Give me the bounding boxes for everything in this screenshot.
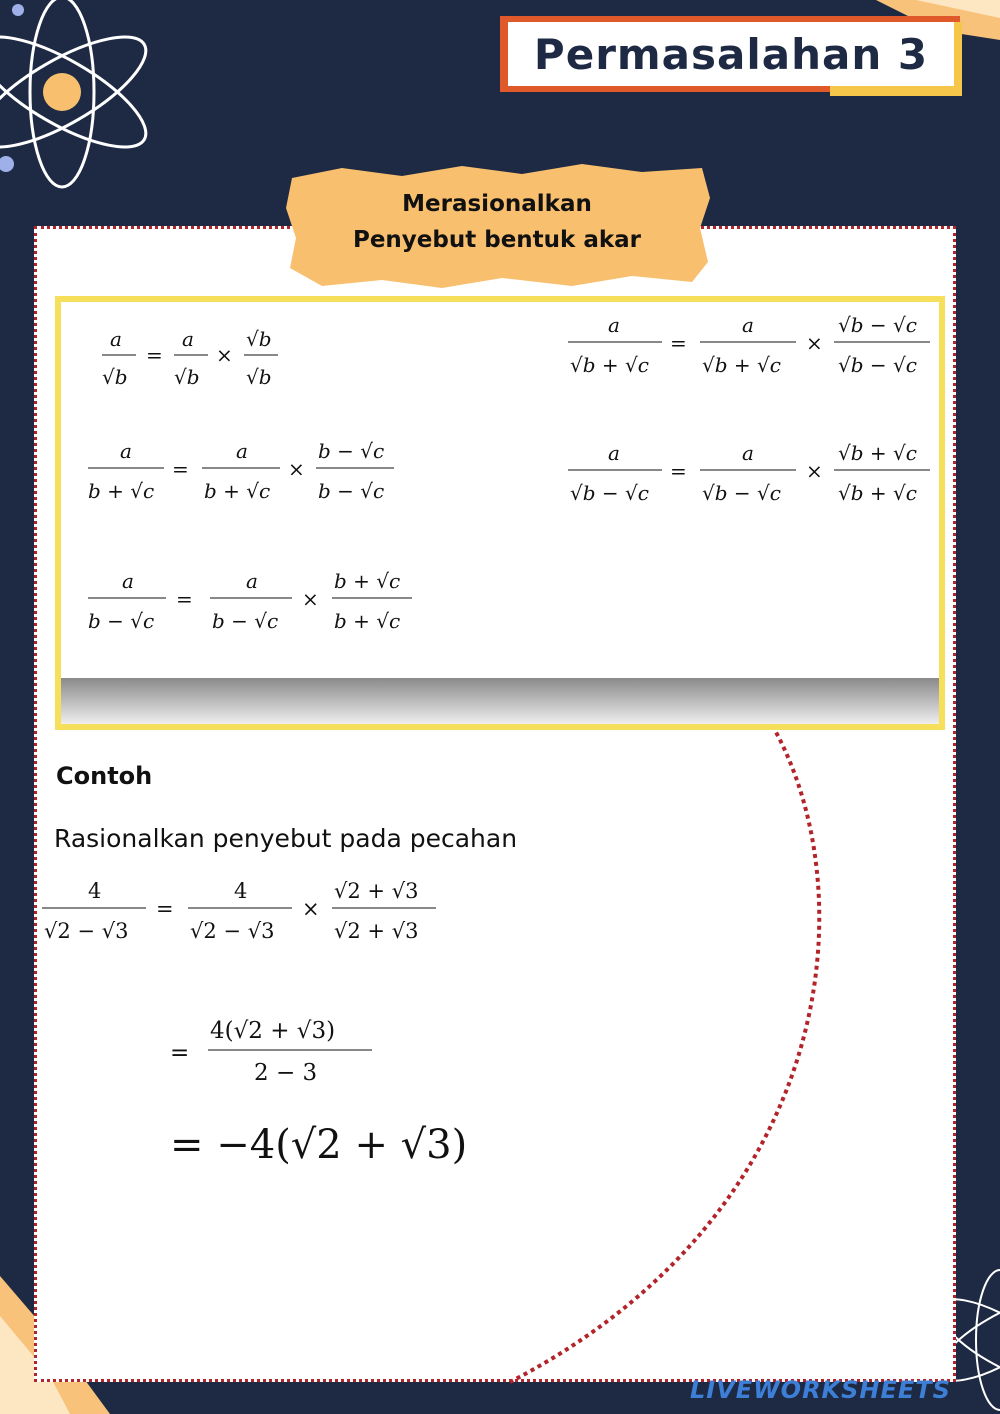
- svg-text:a: a: [742, 441, 754, 465]
- dotted-curve: [490, 676, 850, 1386]
- svg-text:=: =: [156, 897, 174, 921]
- svg-text:×: ×: [302, 587, 319, 611]
- svg-text:4: 4: [88, 879, 102, 903]
- svg-text:b + √c: b + √c: [88, 479, 155, 503]
- svg-text:√b: √b: [246, 327, 272, 351]
- svg-text:a: a: [120, 439, 132, 463]
- svg-text:×: ×: [216, 343, 233, 367]
- svg-text:=: =: [670, 331, 687, 355]
- topic-line-1: Merasionalkan: [402, 191, 592, 217]
- svg-text:=: =: [146, 343, 163, 367]
- svg-text:√b: √b: [246, 365, 272, 389]
- topic-label: [282, 186, 712, 258]
- svg-text:a: a: [110, 327, 122, 351]
- example-heading: Contoh: [56, 762, 153, 790]
- svg-text:b + √c: b + √c: [334, 569, 401, 593]
- svg-text:a: a: [742, 313, 754, 337]
- formula-2: [566, 310, 938, 384]
- svg-text:√b − √c: √b − √c: [570, 481, 649, 505]
- svg-text:a: a: [608, 313, 620, 337]
- svg-text:×: ×: [806, 459, 823, 483]
- svg-text:a: a: [182, 327, 194, 351]
- atom-icon: [0, 0, 170, 200]
- svg-text:a: a: [246, 569, 258, 593]
- svg-text:2 − 3: 2 − 3: [254, 1060, 318, 1086]
- svg-text:b + √c: b + √c: [334, 609, 401, 633]
- formula-3: [86, 436, 398, 510]
- svg-text:×: ×: [806, 331, 823, 355]
- svg-text:=: =: [670, 459, 687, 483]
- svg-text:√b − √c: √b − √c: [838, 353, 917, 377]
- svg-text:=: =: [170, 1040, 190, 1066]
- svg-text:√b − √c: √b − √c: [838, 313, 917, 337]
- svg-text:√b: √b: [102, 365, 128, 389]
- svg-text:√b + √c: √b + √c: [702, 353, 781, 377]
- page-title: Permasalahan 3: [533, 29, 929, 79]
- example-step-1: [40, 872, 440, 950]
- svg-text:b − √c: b − √c: [212, 609, 279, 633]
- svg-text:b − √c: b − √c: [318, 439, 385, 463]
- svg-text:√2 + √3: √2 + √3: [334, 919, 419, 943]
- svg-text:4(√2 + √3): 4(√2 + √3): [210, 1018, 336, 1044]
- title-banner: [500, 16, 960, 92]
- svg-text:=: =: [176, 587, 193, 611]
- svg-text:b − √c: b − √c: [318, 479, 385, 503]
- svg-text:√b + √c: √b + √c: [570, 353, 649, 377]
- formula-1: [96, 322, 286, 394]
- svg-text:a: a: [608, 441, 620, 465]
- svg-text:b − √c: b − √c: [88, 609, 155, 633]
- svg-text:√b: √b: [174, 365, 200, 389]
- formula-4: [566, 438, 938, 512]
- svg-text:√2 + √3: √2 + √3: [334, 879, 419, 903]
- svg-text:√2 − √3: √2 − √3: [190, 919, 275, 943]
- example-step-2: [168, 1010, 388, 1092]
- svg-text:a: a: [236, 439, 248, 463]
- svg-text:√b − √c: √b − √c: [702, 481, 781, 505]
- svg-text:×: ×: [288, 457, 305, 481]
- svg-text:b + √c: b + √c: [204, 479, 271, 503]
- svg-text:a: a: [122, 569, 134, 593]
- final-answer: = −4(√2 + √3): [170, 1122, 468, 1168]
- svg-text:=: =: [172, 457, 189, 481]
- watermark-logo: LIVEWORKSHEETS: [690, 1376, 951, 1404]
- svg-text:√b + √c: √b + √c: [838, 441, 917, 465]
- example-step-3: [168, 1112, 508, 1172]
- svg-text:×: ×: [302, 897, 320, 921]
- formula-5: [86, 566, 422, 640]
- svg-text:4: 4: [234, 879, 248, 903]
- svg-text:√b + √c: √b + √c: [838, 481, 917, 505]
- example-instruction: Rasionalkan penyebut pada pecahan: [54, 824, 518, 853]
- svg-text:√2 − √3: √2 − √3: [44, 919, 129, 943]
- topic-line-2: Penyebut bentuk akar: [352, 227, 642, 253]
- gradient-bar: [61, 678, 939, 724]
